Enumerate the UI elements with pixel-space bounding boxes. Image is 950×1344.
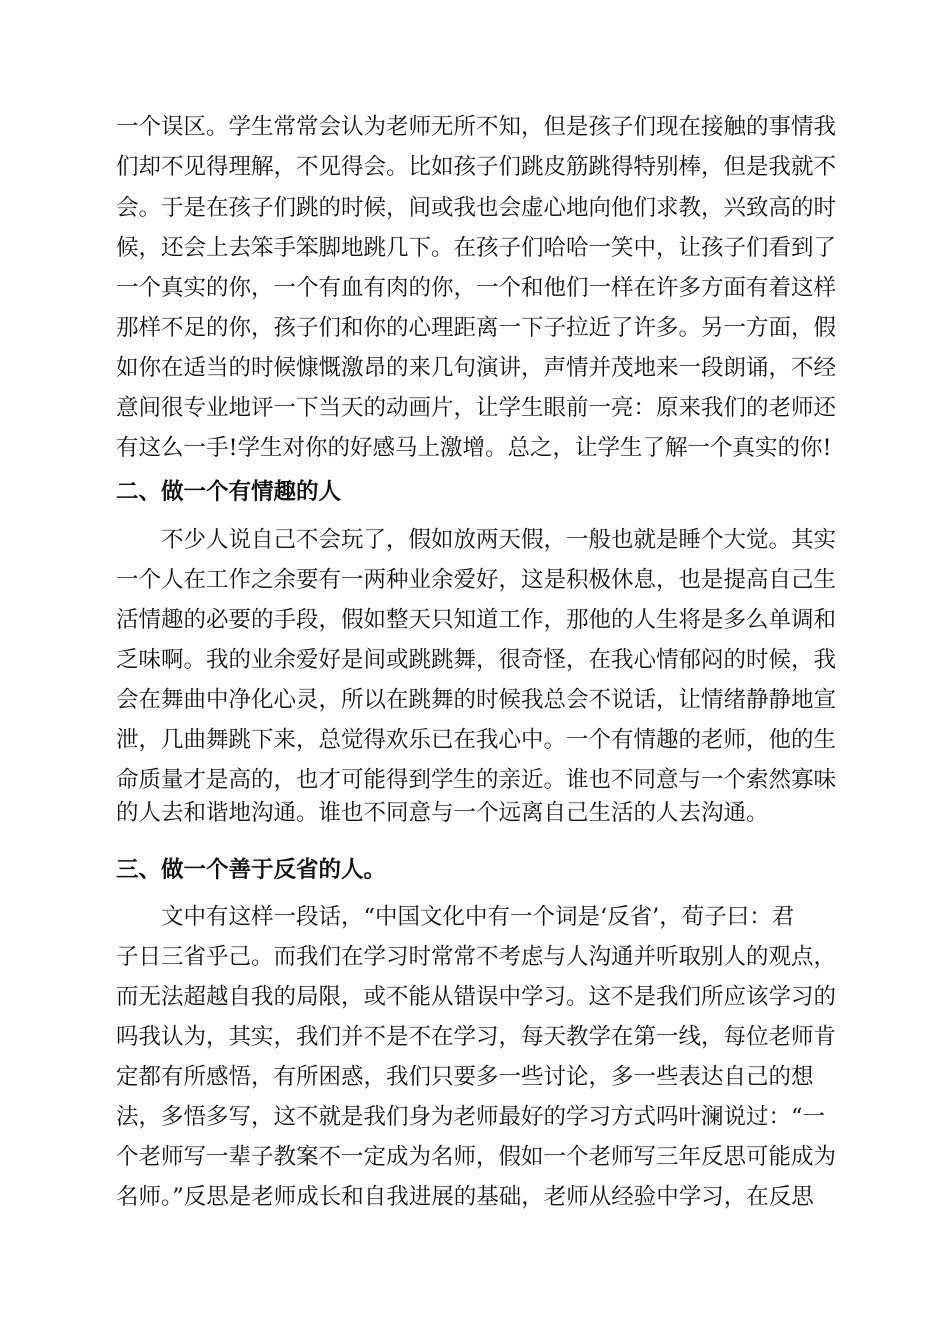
paragraph-line: 法，多悟多写，这不就是我们身为老师最好的学习方式吗叶澜说过：“一 bbox=[116, 1104, 826, 1130]
paragraph-line: 的人去和谐地沟通。谁也不同意与一个远离自己生活的人去沟通。 bbox=[116, 800, 769, 826]
paragraph-line: 一个真实的你，一个有血有肉的你，一个和他们一样在许多方面有着这样 bbox=[116, 275, 836, 301]
paragraph-line: 不少人说自己不会玩了，假如放两天假，一般也就是睡个大觉。其实 bbox=[161, 527, 836, 553]
paragraph-line: 乏味啊。我的业余爱好是间或跳跳舞，很奇怪，在我心情郁闷的时候，我 bbox=[116, 647, 836, 673]
section-heading: 二、做一个有情趣的人 bbox=[116, 479, 342, 505]
paragraph-line: 有这么一手!学生对你的好感马上激增。总之，让学生了解一个真实的你! bbox=[116, 435, 832, 461]
paragraph-line: 意间很专业地评一下当天的动画片，让学生眼前一亮：原来我们的老师还 bbox=[116, 395, 836, 421]
paragraph-line: 会在舞曲中净化心灵，所以在跳舞的时候我总会不说话，让情绪静静地宣 bbox=[116, 687, 836, 713]
paragraph-line: 活情趣的必要的手段，假如整天只知道工作，那他的人生将是多么单调和 bbox=[116, 607, 836, 633]
paragraph-line: 子日三省乎己。而我们在学习时常常不考虑与人沟通并听取别人的观点， bbox=[116, 944, 836, 970]
paragraph-line: 如你在适当的时候慷慨激昂的来几句演讲，声情并茂地来一段朗诵，不经 bbox=[116, 355, 836, 381]
paragraph-line: 而无法超越自我的局限，或不能从错误中学习。这不是我们所应该学习的 bbox=[116, 984, 836, 1010]
paragraph-line: 候，还会上去笨手笨脚地跳几下。在孩子们哈哈一笑中，让孩子们看到了 bbox=[116, 235, 836, 261]
paragraph-line: 文中有这样一段话，“中国文化中有一个词是‘反省’，荀子曰：君 bbox=[161, 904, 795, 930]
paragraph-line: 个老师写一辈子教案不一定成为名师，假如一个老师写三年反思可能成为 bbox=[116, 1144, 836, 1170]
paragraph-line: 那样不足的你，孩子们和你的心理距离一下子拉近了许多。另一方面，假 bbox=[116, 315, 836, 341]
paragraph-line: 泄，几曲舞跳下来，总觉得欢乐已在我心中。一个有情趣的老师，他的生 bbox=[116, 727, 836, 753]
paragraph-line: 一个误区。学生常常会认为老师无所不知，但是孩子们现在接触的事情我 bbox=[116, 114, 836, 140]
paragraph-line: 们却不见得理解，不见得会。比如孩子们跳皮筋跳得特别棒，但是我就不 bbox=[116, 154, 836, 180]
paragraph-line: 名师。”反思是老师成长和自我进展的基础，老师从经验中学习，在反思 bbox=[116, 1184, 814, 1210]
paragraph-line: 会。于是在孩子们跳的时候，间或我也会虚心地向他们求教，兴致高的时 bbox=[116, 195, 836, 221]
section-heading: 三、做一个善于反省的人。 bbox=[116, 857, 387, 883]
paragraph-line: 吗我认为，其实，我们并不是不在学习，每天教学在第一线，每位老师肯 bbox=[116, 1024, 836, 1050]
paragraph-line: 命质量才是高的，也才可能得到学生的亲近。谁也不同意与一个索然寡味 bbox=[116, 767, 836, 793]
paragraph-line: 定都有所感悟，有所困惑，我们只要多一些讨论，多一些表达自己的想 bbox=[116, 1064, 814, 1090]
paragraph-line: 一个人在工作之余要有一两种业余爱好，这是积极休息，也是提高自己生 bbox=[116, 567, 836, 593]
